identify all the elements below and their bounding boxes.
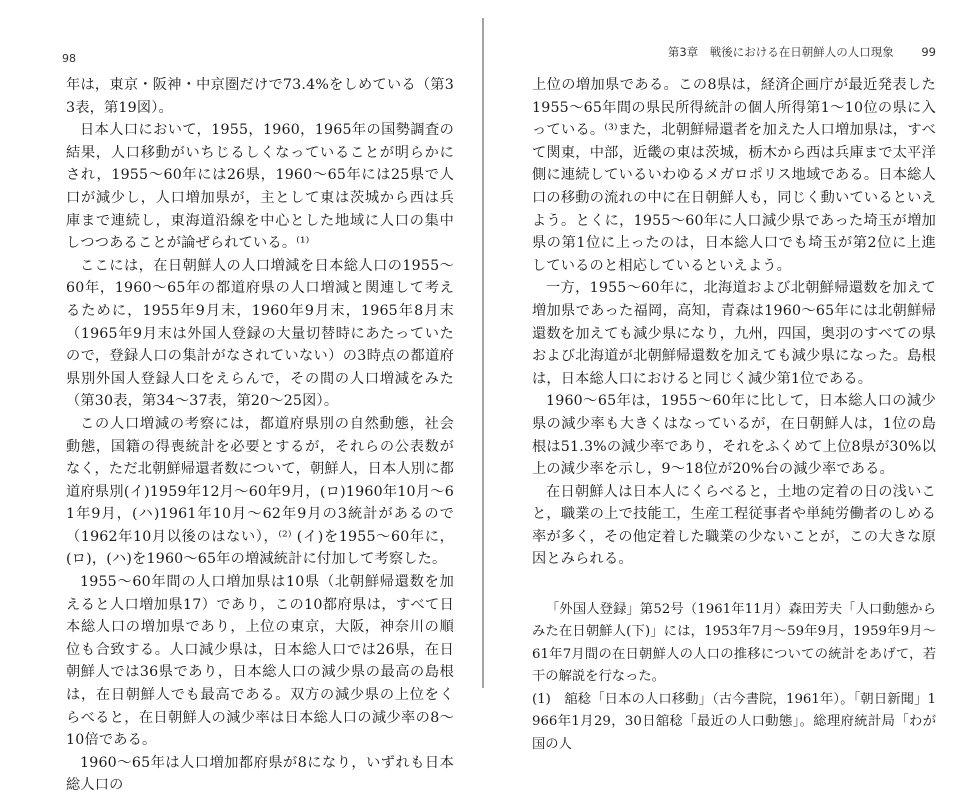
left-paragraph-3: ここには，在日朝鮮人の人口増減を日本総人口の1955〜60年，1960〜65年の都道府県の人口増減と関連して考えるために，1955年9月末，1960年9月末，1965年8月末（1965年9月末は外国人登録の大量切替時にあたっていたので，登録人口の集計がなされていない）の3時点の都道府県別外国人登録人口をえらんで，その間の人口増減をみた（第30表，第34〜37表，第20〜25図）。 <box>66 257 454 410</box>
right-paragraph-1: 上位の増加県である。この8県は，経済企画庁が最近発表した1955〜65年間の県民所得統計の個人所得第1〜10位の県に入っている。⁽³⁾また，北朝鮮帰還者を加えた人口増加県は，すべて関東，中部，近畿の東は茨城，栃木から西は兵庫まで太平洋側に連続しているいわゆるメガロポリス地域である。日本総人口の移動の流れの中に在日朝鮮人も，同じく動いているといえよう。とくに，1955〜60年に人口減少県であった埼玉が増加県の第1位に上ったのは，日本総人口でも埼玉が第2位に上進しているのと相応しているといえよう。 <box>532 77 936 274</box>
right-body-text <box>532 74 936 571</box>
right-page-number: 99 <box>921 45 936 59</box>
right-page <box>492 0 980 752</box>
footnote-1: (1) 舘稔「日本の人口移動」（古今書院，1961年）。「朝日新聞」1966年1月29，30日舘稔「最近の人口動態」。総理府統計局「わが国の人 <box>532 691 936 752</box>
footnotes <box>532 599 936 756</box>
running-head <box>668 44 936 60</box>
left-paragraph-5: 1955〜60年間の人口増加県は10県（北朝鮮帰還数を加えると人口増加県17）であり，この10都府県は，すべて日本総人口の増加県であり，上位の東京，大阪，神奈川の順位も合致する。人口減少県は，日本総人口では26県，在日朝鮮人では36県であり，日本総人口の減少県の最高の島根は，在日朝鮮人でも最高である。双方の減少県の上位をくらべると，在日朝鮮人の減少率は日本総人口の減少率の8〜10倍である。 <box>66 574 454 749</box>
left-body-text <box>66 74 454 797</box>
book-gutter <box>482 18 484 688</box>
right-paragraph-3: 1960〜65年は，1955〜60年に比して，日本総人口の減少県の減少率も大きくはなっているが，在日朝鮮人は，1位の島根は51.3%の減少率であり，それをふくめて上位8県が30%以上の減少率を示し，9〜18位が20%台の減少率である。 <box>532 393 936 478</box>
left-paragraph-4: この人口増減の考察には，都道府県別の自然動態，社会動態，国籍の得喪統計を必要とするが，それらの公表数がなく，ただ北朝鮮帰還者数について，朝鮮人，日本人別に都道府県別(イ)1959年12月〜60年9月，(ロ)1960年10月〜61年9月，(ハ)1961年10月〜62年9月の3統計があるので（1962年10月以後のはない），⁽²⁾ (イ)を1955〜60年に，(ロ)，(ハ)を1960〜65年の増減統計に付加して考察した。 <box>66 415 454 568</box>
left-page-number: 98 <box>62 52 76 65</box>
right-paragraph-2: 一方，1955〜60年に，北海道および北朝鮮帰還数を加えて増加県であった福岡，高知，青森は1960〜65年には北朝鮮帰還数を加えても減少県になり，九州，四国，奥羽のすべての県および北海道が北朝鮮帰還数を加えても減少県になった。島根は，日本総人口におけると同じく減少第1位である。 <box>532 280 936 387</box>
right-paragraph-4: 在日朝鮮人は日本人にくらべると，土地の定着の日の浅いこと，職業の上で技能工，生産工程従事者や単純労働者のしめる率が多く，その他定着した職業の少ないことが，この大きな原因とみられる。 <box>532 483 936 568</box>
left-paragraph-6: 1960〜65年は人口増加都府県が8になり，いずれも日本総人口の <box>66 754 454 794</box>
left-page <box>0 0 480 794</box>
left-paragraph-2: 日本人口において，1955，1960，1965年の国勢調査の結果，人口移動がいちじるしくなっていることが明らかにされ，1955〜60年には26県，1960〜65年には25県で人口が減少し，人口増加県が，主として東は茨城から西は兵庫まで連続し，東海道沿線を中心とした地域に人口の集中しつつあることが論ぜられている。⁽¹⁾ <box>66 122 454 252</box>
left-paragraph-1: 年は，東京・阪神・中京圏だけで73.4%をしめている（第33表，第19図）。 <box>66 77 454 116</box>
footnote-intro: 「外国人登録」第52号（1961年11月）森田芳夫「人口動態からみた在日朝鮮人(下)」には，1953年7月〜59年9月，1959年9月〜61年7月間の在日朝鮮人の人口の推移についての統計をあげて，若干の解説を行なった。 <box>532 602 936 685</box>
chapter-title: 第3章 戦後における在日朝鮮人の人口現象 <box>667 45 894 59</box>
